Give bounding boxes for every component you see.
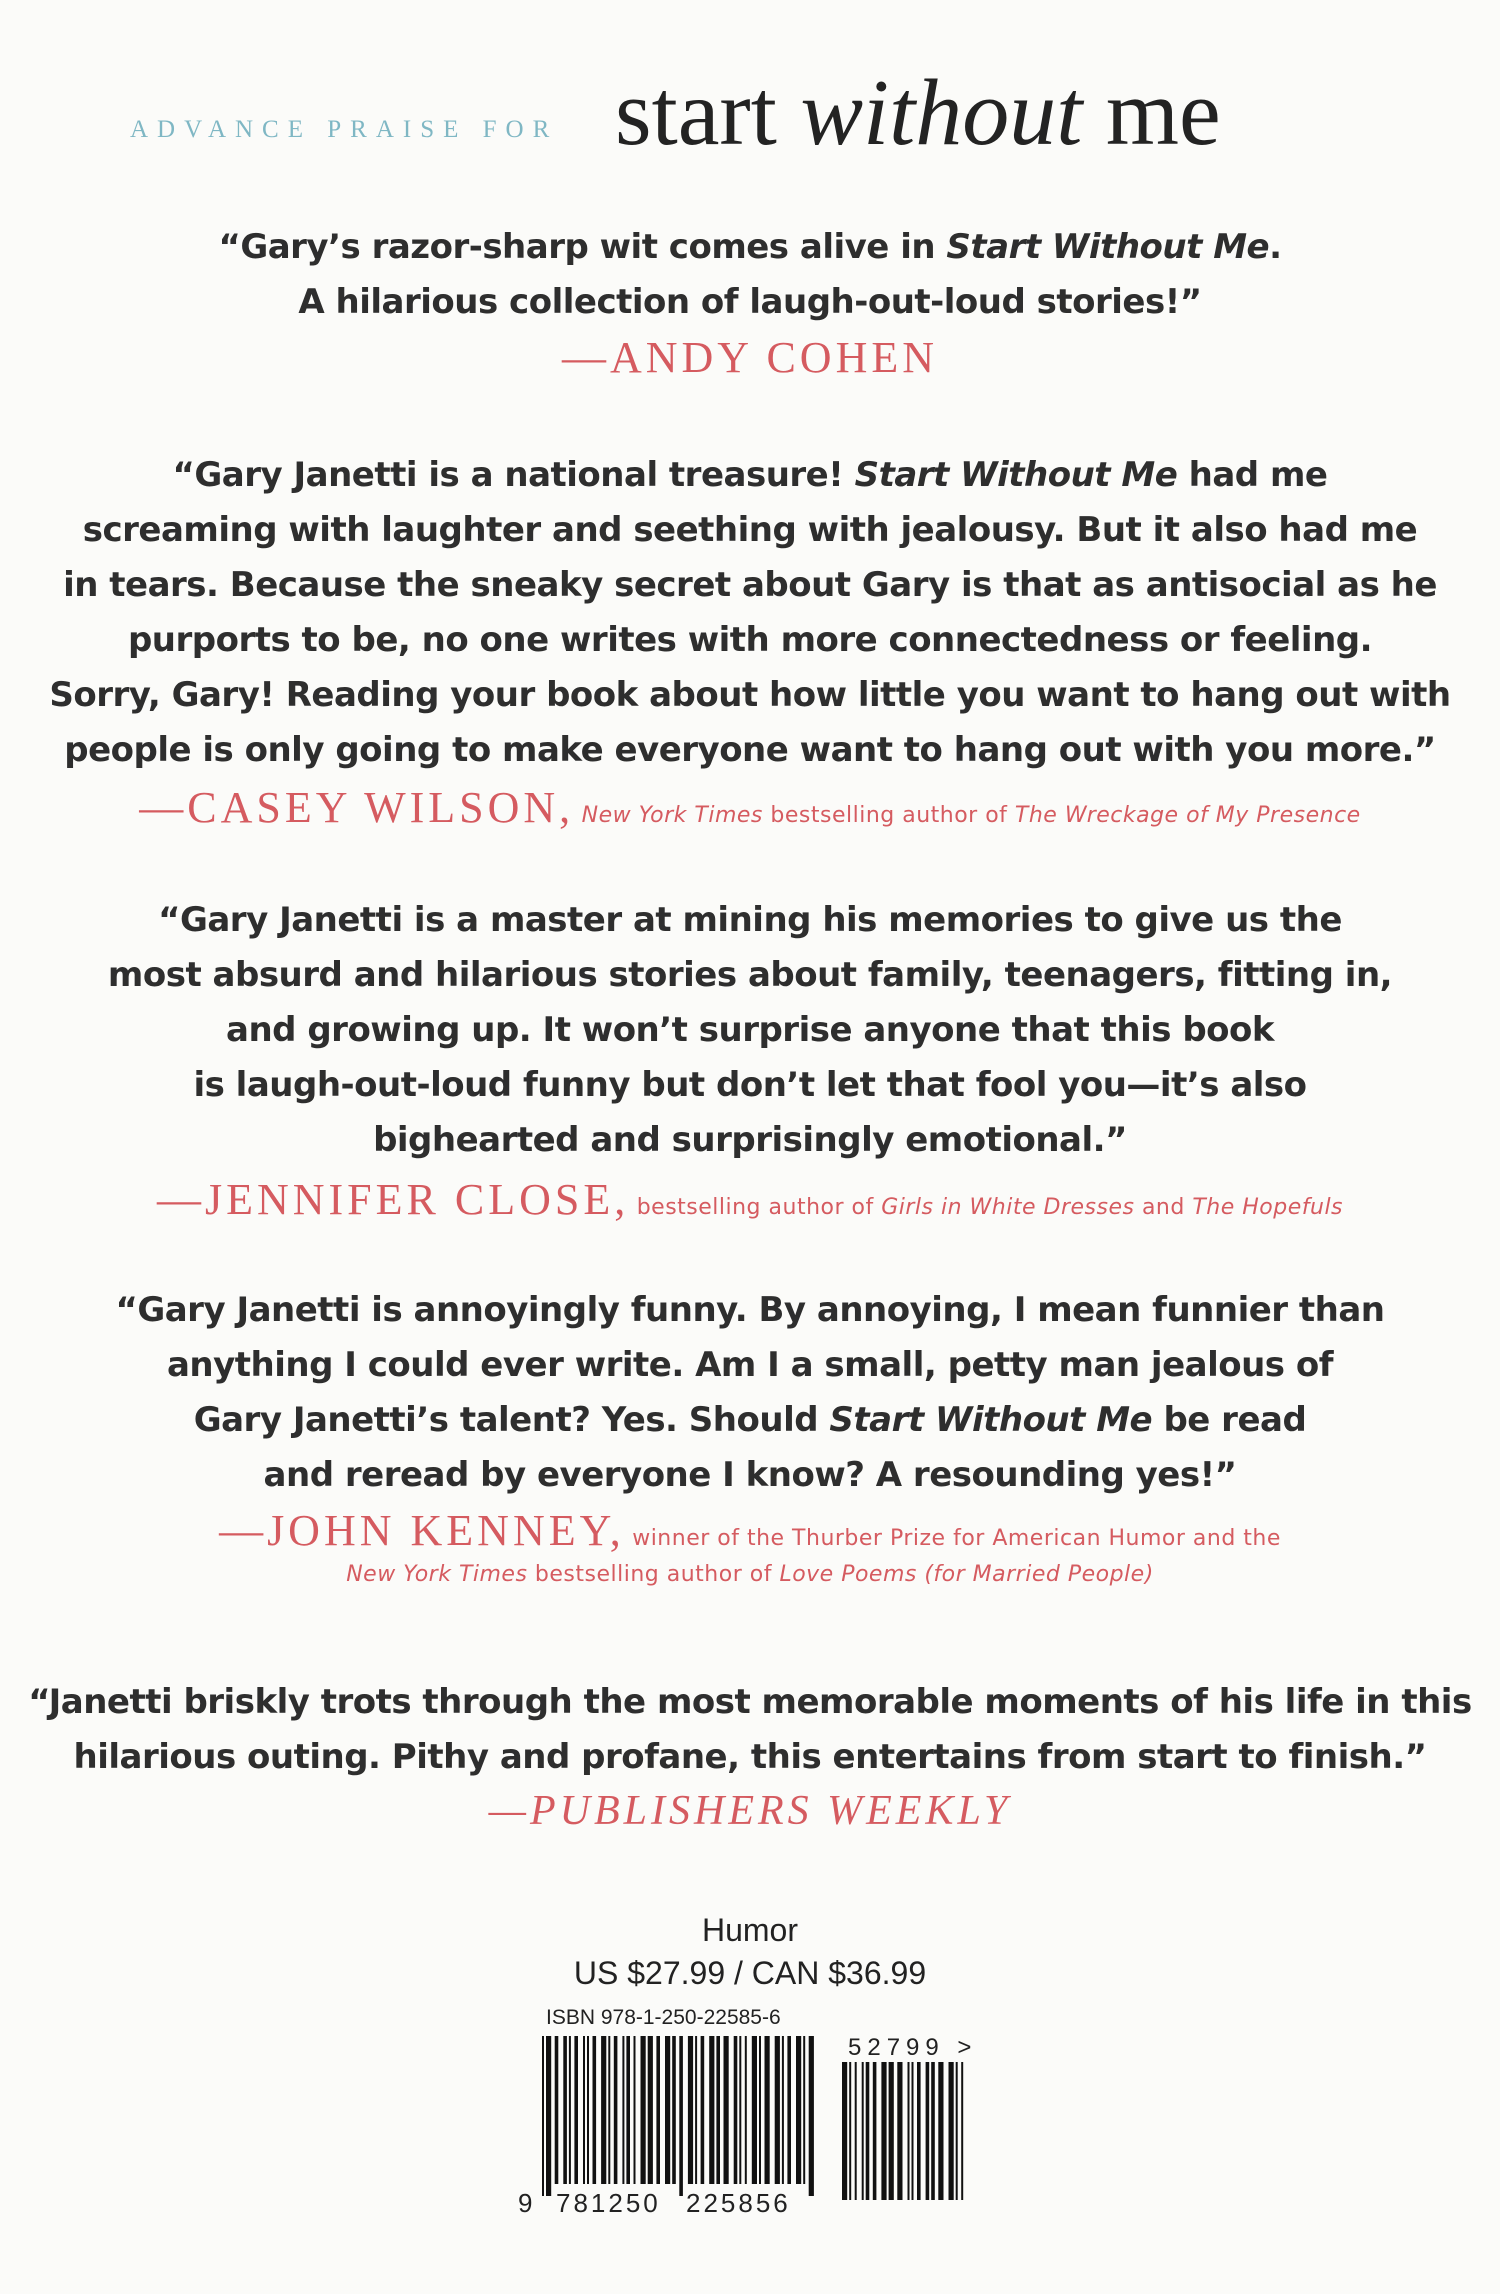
barcode-bar xyxy=(672,2036,676,2184)
attribution-credit: winner of the Thurber Prize for American Humor and the xyxy=(624,1526,1281,1551)
italic-text: The Hopefuls xyxy=(1192,1195,1344,1220)
attribution-name: —CASEY WILSON, xyxy=(139,783,575,832)
barcode-bar xyxy=(587,2036,589,2184)
barcode-bar xyxy=(775,2036,780,2184)
barcode-bar xyxy=(752,2036,757,2184)
italic-text: Start Without Me xyxy=(946,227,1270,267)
header xyxy=(0,62,1500,182)
quote-line: people is only going to make everyone want to hang out with you more.” xyxy=(64,730,1436,770)
quote-line: anything I could ever write. Am I a small, petty man jealous of xyxy=(166,1345,1334,1385)
italic-text: New York Times xyxy=(346,1562,528,1587)
barcode-bar xyxy=(665,2036,670,2184)
barcode-bar xyxy=(866,2062,870,2200)
barcode-digit-first: 9 xyxy=(518,2188,536,2218)
genre-label: Humor xyxy=(701,1912,798,1948)
quote-line: “Gary Janetti is a national treasure! Start Without Me had me xyxy=(172,455,1328,495)
barcode-bar xyxy=(855,2062,857,2200)
barcode-bar xyxy=(881,2062,886,2200)
italic-text: Start Without Me xyxy=(854,455,1178,495)
barcode-bar xyxy=(601,2036,606,2184)
quote-line: in tears. Because the sneaky secret about Gary is that as antisocial as he xyxy=(63,565,1437,605)
blurb-attribution xyxy=(0,1174,1500,1225)
book-title xyxy=(615,62,1221,165)
barcode-bar xyxy=(734,2036,738,2184)
italic-text: The Wreckage of My Presence xyxy=(1014,803,1361,828)
barcode-bar xyxy=(679,2036,683,2196)
barcode-bar xyxy=(569,2036,571,2184)
barcode-bar xyxy=(917,2062,921,2200)
italic-text: New York Times xyxy=(574,803,763,828)
quote-line: Sorry, Gary! Reading your book about how little you want to hang out with xyxy=(49,675,1451,715)
barcode-bar xyxy=(897,2062,902,2200)
barcode-bar xyxy=(745,2036,747,2184)
barcode-bar xyxy=(908,2062,910,2200)
barcode-bar xyxy=(912,2062,914,2200)
barcode-bar xyxy=(593,2036,597,2184)
quote-line: “Gary Janetti is annoyingly funny. By annoying, I mean funnier than xyxy=(115,1290,1385,1330)
barcode-bar xyxy=(546,2036,551,2196)
quote-line: and growing up. It won’t surprise anyone that this book xyxy=(226,1010,1274,1050)
barcode-bar xyxy=(724,2036,729,2184)
quote-line: purports to be, no one writes with more connectedness or feeling. xyxy=(127,620,1373,660)
barcode-bar xyxy=(688,2036,693,2184)
quote-line: A hilarious collection of laugh-out-loud stories!” xyxy=(298,282,1202,322)
italic-text: Girls in White Dresses xyxy=(881,1195,1135,1220)
italic-text: Start Without Me xyxy=(829,1400,1153,1440)
barcode-bar xyxy=(555,2036,559,2184)
blurb-quote xyxy=(0,448,1500,778)
barcode-digits-left: 781250 xyxy=(556,2188,661,2218)
barcode-bar xyxy=(765,2036,770,2184)
barcode-bar xyxy=(873,2062,877,2200)
barcode-bar xyxy=(656,2036,660,2184)
quote-line: “Gary Janetti is a master at mining his memories to give us the xyxy=(158,900,1342,940)
barcode-addon-digits: 52799 > xyxy=(848,2034,978,2061)
barcode-bar xyxy=(926,2062,930,2200)
barcode-bar xyxy=(949,2062,954,2200)
barcode-bar xyxy=(889,2062,894,2200)
barcode-bar xyxy=(787,2036,791,2184)
italic-text: Love Poems (for Married People) xyxy=(779,1562,1154,1587)
attribution-credit-line2: New York Times bestselling author of Love Poems (for Married People) xyxy=(346,1562,1154,1587)
blurb-attribution xyxy=(0,332,1500,383)
title-italic: without xyxy=(800,61,1083,165)
barcode-bar xyxy=(701,2036,705,2184)
quote-line: and reread by everyone I know? A resounding yes!” xyxy=(263,1455,1237,1495)
barcode-bar xyxy=(626,2036,630,2184)
attribution-name: —ANDY COHEN xyxy=(561,333,939,382)
barcode-bar xyxy=(614,2036,618,2184)
barcode-bar xyxy=(608,2036,610,2184)
kicker: ADVANCE PRAISE FOR xyxy=(130,116,559,143)
barcode-bar xyxy=(716,2036,720,2184)
barcode-bar xyxy=(961,2062,963,2200)
barcode-bar xyxy=(782,2036,784,2184)
blurb-john-kenney xyxy=(0,1283,1500,1587)
barcode-bar xyxy=(709,2036,714,2184)
barcode-bar xyxy=(938,2062,943,2200)
blurb-casey-wilson xyxy=(0,448,1500,833)
attribution-name: —JOHN KENNEY, xyxy=(219,1506,625,1555)
barcode-bar xyxy=(622,2036,624,2184)
barcode-bar xyxy=(862,2062,864,2200)
barcode-bar xyxy=(931,2062,935,2200)
quote-line: screaming with laughter and seething with jealousy. But it also had me xyxy=(82,510,1418,550)
blurb-quote xyxy=(0,893,1500,1168)
price-label: US $27.99 / CAN $36.99 xyxy=(573,1955,927,1991)
barcode-bar xyxy=(956,2062,958,2200)
quote-line: is laugh-out-loud funny but don’t let that fool you—it’s also xyxy=(193,1065,1307,1105)
attribution-name: —JENNIFER CLOSE, xyxy=(156,1175,630,1224)
barcode-bar xyxy=(796,2036,801,2184)
quote-line: “Janetti briskly trots through the most memorable moments of his life in this xyxy=(28,1682,1472,1722)
blurb-quote xyxy=(0,1283,1500,1503)
barcode-main xyxy=(540,2036,820,2196)
barcode-bar xyxy=(809,2036,814,2196)
barcode-bar xyxy=(849,2062,851,2200)
quote-line: “Gary’s razor-sharp wit comes alive in Start Without Me. xyxy=(218,227,1282,267)
blurb-quote xyxy=(0,1675,1500,1785)
blurb-attribution xyxy=(0,782,1500,833)
barcode-bar xyxy=(641,2036,646,2184)
barcode-bar xyxy=(583,2036,585,2184)
quote-line: hilarious outing. Pithy and profane, this entertains from start to finish.” xyxy=(73,1737,1427,1777)
barcode-bar xyxy=(739,2036,741,2184)
blurb-publishers-weekly xyxy=(0,1675,1500,1835)
blurb-attribution xyxy=(0,1505,1500,1587)
title-start: start xyxy=(615,61,801,165)
blurb-attribution xyxy=(0,1787,1500,1835)
barcode-bar xyxy=(574,2036,578,2184)
isbn-label: ISBN 978-1-250-22585-6 xyxy=(546,2006,781,2029)
quote-line: Gary Janetti’s talent? Yes. Should Start Without Me be read xyxy=(193,1400,1307,1440)
price-block xyxy=(550,1912,950,1992)
quote-line: most absurd and hilarious stories about family, teenagers, fitting in, xyxy=(107,955,1393,995)
attribution-credit: bestselling author of Girls in White Dresses and The Hopefuls xyxy=(629,1195,1344,1220)
attribution-name: —PUBLISHERS WEEKLY xyxy=(488,1788,1012,1834)
blurb-jennifer-close xyxy=(0,893,1500,1225)
barcode-bar xyxy=(563,2036,567,2184)
barcode-bar xyxy=(648,2036,653,2184)
barcode-bar xyxy=(634,2036,636,2184)
barcode-addon xyxy=(840,2062,976,2200)
barcode-bar xyxy=(842,2062,847,2200)
blurb-quote xyxy=(0,220,1500,330)
barcode-bar xyxy=(542,2036,544,2196)
barcode-bar xyxy=(803,2036,805,2184)
quote-line: bighearted and surprisingly emotional.” xyxy=(373,1120,1127,1160)
blurb-andy-cohen xyxy=(0,220,1500,383)
barcode-bar xyxy=(759,2036,761,2184)
barcode-bar xyxy=(695,2036,697,2184)
barcode-digits-right: 225856 xyxy=(686,2188,791,2218)
attribution-credit: New York Times bestselling author of The Wreckage of My Presence xyxy=(574,803,1361,828)
title-end: me xyxy=(1082,61,1221,165)
